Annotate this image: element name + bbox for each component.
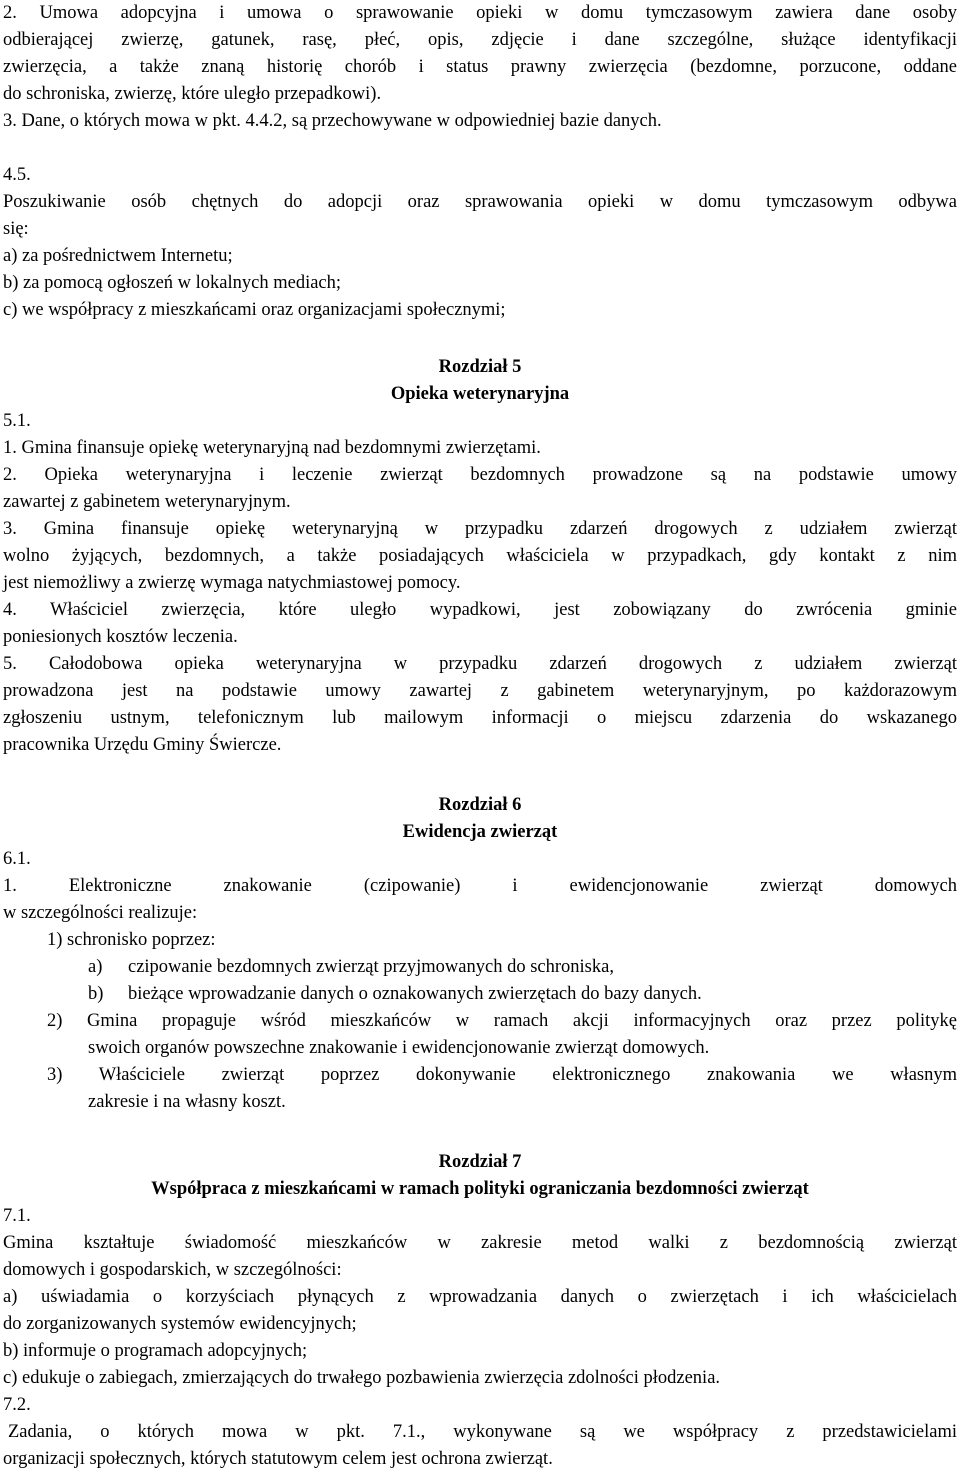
paragraph-line: 1. Gmina finansuje opiekę weterynaryjną nad bezdomnymi zwierzętami. bbox=[3, 438, 541, 458]
sub-list-item bbox=[88, 954, 957, 981]
list-text: czipowanie bezdomnych zwierząt przyjmowanych do schroniska, bbox=[128, 957, 614, 977]
section-number: 6.1. bbox=[3, 849, 31, 869]
list-item-continuation: swoich organów powszechne znakowanie i ewidencjonowanie zwierząt domowych. bbox=[88, 1038, 710, 1058]
section-number: 7.2. bbox=[3, 1395, 31, 1415]
paragraph-line: Poszukiwanie osób chętnych do adopcji oraz sprawowania opieki w domu tymczasowym odbywa bbox=[3, 192, 957, 212]
sub-list-item bbox=[88, 981, 957, 1008]
chapter-heading: Rozdział 5 bbox=[438, 357, 522, 377]
list-letter: b) bbox=[88, 984, 104, 1004]
section-number: 7.1. bbox=[3, 1206, 31, 1226]
list-item: 2) Gmina propaguje wśród mieszkańców w ramach akcji informacyjnych oraz przez politykę bbox=[47, 1011, 957, 1031]
list-item: c) edukuje o zabiegach, zmierzających do trwałego pozbawienia zwierzęcia zdolności płodzenia. bbox=[3, 1368, 721, 1388]
paragraph-line: prowadzona jest na podstawie umowy zawartej z gabinetem weterynaryjnym, po każdorazowym bbox=[3, 681, 957, 701]
paragraph-line: zgłoszeniu ustnym, telefonicznym lub mailowym informacji o miejscu zdarzenia do wskazanego bbox=[3, 708, 957, 728]
paragraph-line: się: bbox=[3, 219, 29, 239]
paragraph-line: 4. Właściciel zwierzęcia, które uległo wypadkowi, jest zobowiązany do zwrócenia gminie bbox=[3, 600, 957, 620]
paragraph-line: 2. Umowa adopcyjna i umowa o sprawowanie opieki w domu tymczasowym zawiera dane osoby bbox=[3, 3, 957, 23]
chapter-title: Opieka weterynaryjna bbox=[390, 384, 570, 404]
list-item: a) za pośrednictwem Internetu; bbox=[3, 246, 233, 266]
paragraph-line: zawartej z gabinetem weterynaryjnym. bbox=[3, 492, 291, 512]
list-item-continuation: zakresie i na własny koszt. bbox=[88, 1092, 286, 1112]
section-number: 5.1. bbox=[3, 411, 31, 431]
paragraph-line: 2. Opieka weterynaryjna i leczenie zwierząt bezdomnych prowadzone są na podstawie umowy bbox=[3, 465, 957, 485]
list-item: 3) Właściciele zwierząt poprzez dokonywanie elektronicznego znakowania we własnym bbox=[47, 1065, 957, 1085]
paragraph-line: Zadania, o których mowa w pkt. 7.1., wykonywane są we współpracy z przedstawicielami bbox=[8, 1422, 957, 1442]
list-item: c) we współpracy z mieszkańcami oraz organizacjami społecznymi; bbox=[3, 300, 506, 320]
paragraph-line: zwierzęcia, a także znaną historię chorób i status prawny zwierzęcia (bezdomne, porzucone, oddane bbox=[3, 57, 957, 77]
paragraph-line: do schroniska, zwierzę, które uległo przepadkowi). bbox=[3, 84, 382, 104]
chapter-title: Współpraca z mieszkańcami w ramach polityki ograniczania bezdomności zwierząt bbox=[151, 1179, 809, 1199]
paragraph-line: 5. Całodobowa opieka weterynaryjna w przypadku zdarzeń drogowych z udziałem zwierząt bbox=[3, 654, 957, 674]
list-text: bieżące wprowadzanie danych o oznakowanych zwierzętach do bazy danych. bbox=[128, 984, 702, 1004]
paragraph-line: 3. Dane, o których mowa w pkt. 4.4.2, są przechowywane w odpowiedniej bazie danych. bbox=[3, 111, 662, 131]
list-letter: a) bbox=[88, 957, 103, 977]
list-item-continuation: do zorganizowanych systemów ewidencyjnych; bbox=[3, 1314, 357, 1334]
list-item: a) uświadamia o korzyściach płynących z wprowadzania danych o zwierzętach i ich właścicielach bbox=[3, 1287, 957, 1307]
list-item: b) za pomocą ogłoszeń w lokalnych mediach; bbox=[3, 273, 342, 293]
paragraph-line: pracownika Urzędu Gminy Świercze. bbox=[3, 735, 282, 755]
chapter-heading: Rozdział 6 bbox=[438, 795, 522, 815]
list-item: b) informuje o programach adopcyjnych; bbox=[3, 1341, 308, 1361]
paragraph-line: poniesionych kosztów leczenia. bbox=[3, 627, 238, 647]
paragraph-line: 1. Elektroniczne znakowanie (czipowanie) i ewidencjonowanie zwierząt domowych bbox=[3, 876, 957, 896]
paragraph-line: odbierającej zwierzę, gatunek, rasę, płeć, opis, zdjęcie i dane szczególne, służące identyfikacji bbox=[3, 30, 957, 50]
paragraph-line: Gmina kształtuje świadomość mieszkańców w zakresie metod walki z bezdomnością zwierząt bbox=[3, 1233, 957, 1253]
chapter-title: Ewidencja zwierząt bbox=[402, 822, 558, 842]
list-item: 1) schronisko poprzez: bbox=[47, 930, 216, 950]
paragraph-line: domowych i gospodarskich, w szczególności: bbox=[3, 1260, 342, 1280]
paragraph-line: wolno żyjących, bezdomnych, a także posiadających właściciela w przypadkach, gdy kontakt z nim bbox=[3, 546, 957, 566]
paragraph-line: 3. Gmina finansuje opiekę weterynaryjną w przypadku zdarzeń drogowych z udziałem zwierząt bbox=[3, 519, 957, 539]
paragraph-line: w szczególności realizuje: bbox=[3, 903, 198, 923]
section-number: 4.5. bbox=[3, 165, 31, 185]
paragraph-line: jest niemożliwy a zwierzę wymaga natychmiastowej pomocy. bbox=[3, 573, 461, 593]
paragraph-line: organizacji społecznych, których statutowym celem jest ochrona zwierząt. bbox=[3, 1449, 553, 1469]
chapter-heading: Rozdział 7 bbox=[438, 1152, 522, 1172]
